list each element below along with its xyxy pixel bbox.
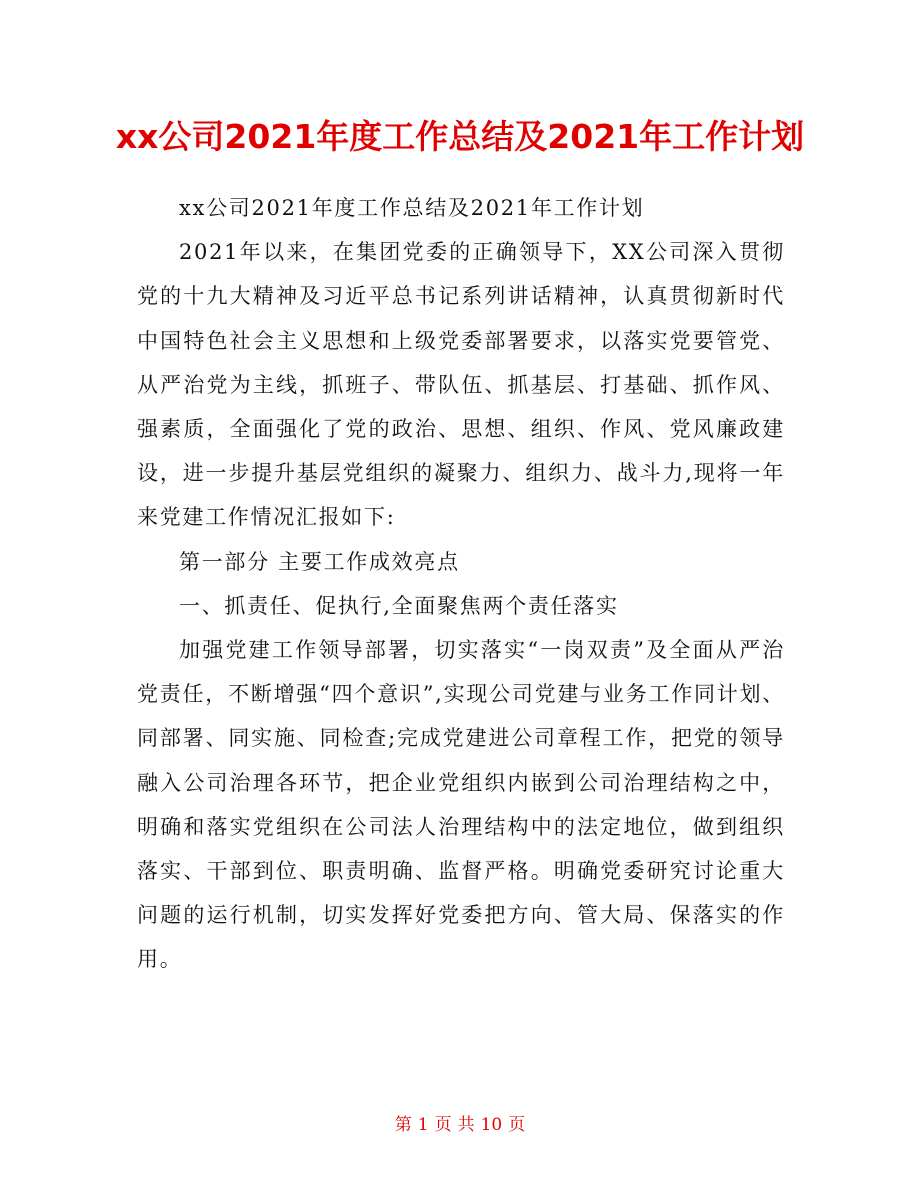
section-heading: 第一部分 主要工作成效亮点 (179, 549, 460, 574)
footer-label-total: 共 (457, 1115, 475, 1135)
paragraph-subtitle: xx公司2021年度工作总结及2021年工作计划 (179, 196, 645, 220)
footer-total-pages: 10 (480, 1115, 503, 1135)
footer-label-unit: 页 (434, 1115, 452, 1135)
paragraph-content: 加强党建工作领导部署，切实落实“一岗双责”及全面从严治党责任，不断增强“四个意识”,实现公司党建与业务工作同计划、同部署、同实施、同检查;完成党建进公司章程工作，把党的领导融入公司治理各环节，把企业党组织内嵌到公司治理结构之中，明确和落实党组织在公司法人治理结构中的法定地位，做到组织落实、干部到位、职责明确、监督严格。明确党委研究讨论重大问题的运行机制，切实发挥好党委把方向、管大局、保落实的作用。 (137, 638, 785, 972)
footer-current-page: 1 (417, 1115, 429, 1135)
document-body (137, 186, 785, 982)
subsection-heading: 一、抓责任、促执行,全面聚焦两个责任落实 (179, 593, 619, 618)
footer-label-unit-end: 页 (508, 1115, 526, 1135)
footer-label-page: 第 (394, 1115, 412, 1135)
page-footer (0, 1113, 920, 1137)
document-title: xx公司2021年度工作总结及2021年工作计划 (115, 117, 805, 156)
paragraph-intro: 2021年以来，在集团党委的正确领导下，XX公司深入贯彻党的十九大精神及习近平总书记系列讲话精神，认真贯彻新时代中国特色社会主义思想和上级党委部署要求，以落实党要管党、从严治党为主线，抓班子、带队伍、抓基层、打基础、抓作风、强素质，全面强化了党的政治、思想、组织、作风、党风廉政建设，进一步提升基层党组织的凝聚力、组织力、战斗力,现将一年来党建工作情况汇报如下: (137, 240, 785, 530)
